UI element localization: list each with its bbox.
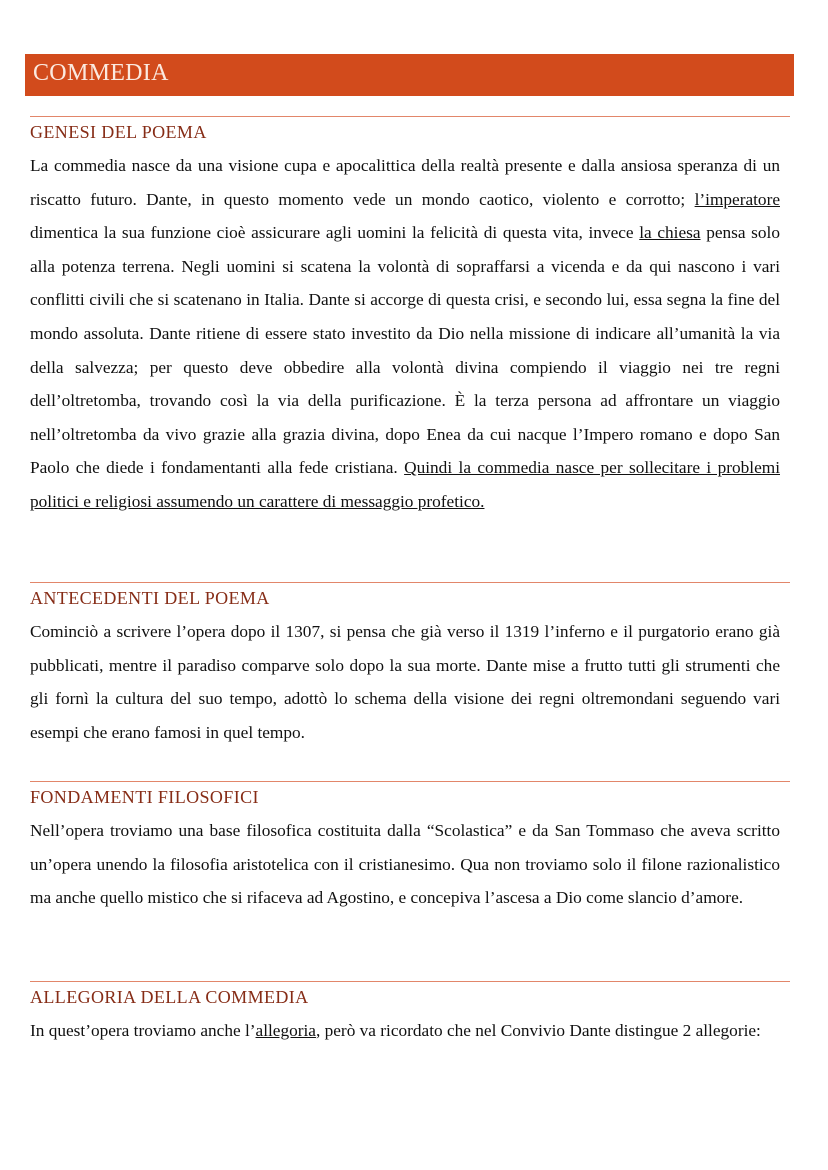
section-paragraph bbox=[30, 149, 780, 519]
section-heading: GENESI DEL POEMA bbox=[30, 122, 207, 142]
section-fondamenti bbox=[30, 781, 790, 915]
text-segment: pensa solo alla potenza terrena. Negli uomini si scatena la volontà di sopraffarsi a vicenda e da qui nascono i vari conflitti civili che si scatenano in Italia. Dante si accorge di questa crisi, e secondo lui, essa segna la fine del mondo assoluta. Dante ritiene di essere stato investito da Dio nella missione di indicare all’umanità la via della salvezza; per questo deve obbedire alla volontà divina compiendo il viaggio nei tre regni dell’oltretomba, trovando così la via della purificazione. È la terza persona ad affrontare un viaggio nell’oltretomba da vivo grazie alla grazia divina, dopo Enea da cui nacque l’Impero romano e dopo San Paolo che diede i fondamentanti alla fede cristiana. bbox=[30, 223, 780, 478]
text-segment: , però va ricordato che nel Convivio Dante distingue 2 allegorie: bbox=[315, 1021, 761, 1040]
section-paragraph bbox=[30, 1014, 788, 1048]
section-divider bbox=[30, 116, 790, 117]
text-segment: In quest’opera troviamo anche l’ bbox=[30, 1021, 256, 1040]
section-divider bbox=[30, 582, 790, 583]
section-antecedenti bbox=[30, 582, 790, 749]
document-title-bar bbox=[25, 54, 794, 96]
section-heading: ALLEGORIA DELLA COMMEDIA bbox=[30, 987, 309, 1007]
section-divider bbox=[30, 781, 790, 782]
document-title: COMMEDIA bbox=[33, 60, 169, 86]
text-segment: dimentica la sua funzione cioè assicurare agli uomini la felicità di questa vita, invece bbox=[30, 223, 640, 243]
section-heading: ANTECEDENTI DEL POEMA bbox=[30, 588, 270, 608]
underlined-text: allegoria bbox=[255, 1021, 316, 1040]
underlined-text: l’imperatore bbox=[694, 189, 780, 209]
section-allegoria bbox=[30, 981, 790, 1048]
section-divider bbox=[30, 981, 790, 982]
section-paragraph: Nell’opera troviamo una base filosofica costituita dalla “Scolastica” e da San Tommaso che aveva scritto un’opera unendo la filosofia aristotelica con il cristianesimo. Qua non troviamo solo il filone razionalistico ma anche quello mistico che si rifaceva ad Agostino, e concepiva l’ascesa a Dio come slancio d’amore. bbox=[30, 821, 780, 908]
section-paragraph: Cominciò a scrivere l’opera dopo il 1307, si pensa che già verso il 1319 l’inferno e il purgatorio erano già pubblicati, mentre il paradiso comparve solo dopo la sua morte. Dante mise a frutto tutti gli strumenti che gli fornì la cultura del suo tempo, adottò lo schema della visione dei regni oltremondani seguendo vari esempi che erano famosi in quel tempo. bbox=[30, 622, 780, 742]
underlined-text: Quindi la commedia nasce per sollecitare i problemi politici e religiosi assumendo un carattere di messaggio profetico. bbox=[30, 458, 780, 511]
section-heading: FONDAMENTI FILOSOFICI bbox=[30, 787, 259, 807]
section-genesi bbox=[30, 116, 790, 519]
text-segment: La commedia nasce da una visione cupa e apocalittica della realtà presente e dalla ansiosa speranza di un riscatto futuro. Dante, in questo momento vede un mondo caotico, violento e corrotto; bbox=[30, 156, 780, 209]
underlined-text: la chiesa bbox=[639, 223, 701, 243]
